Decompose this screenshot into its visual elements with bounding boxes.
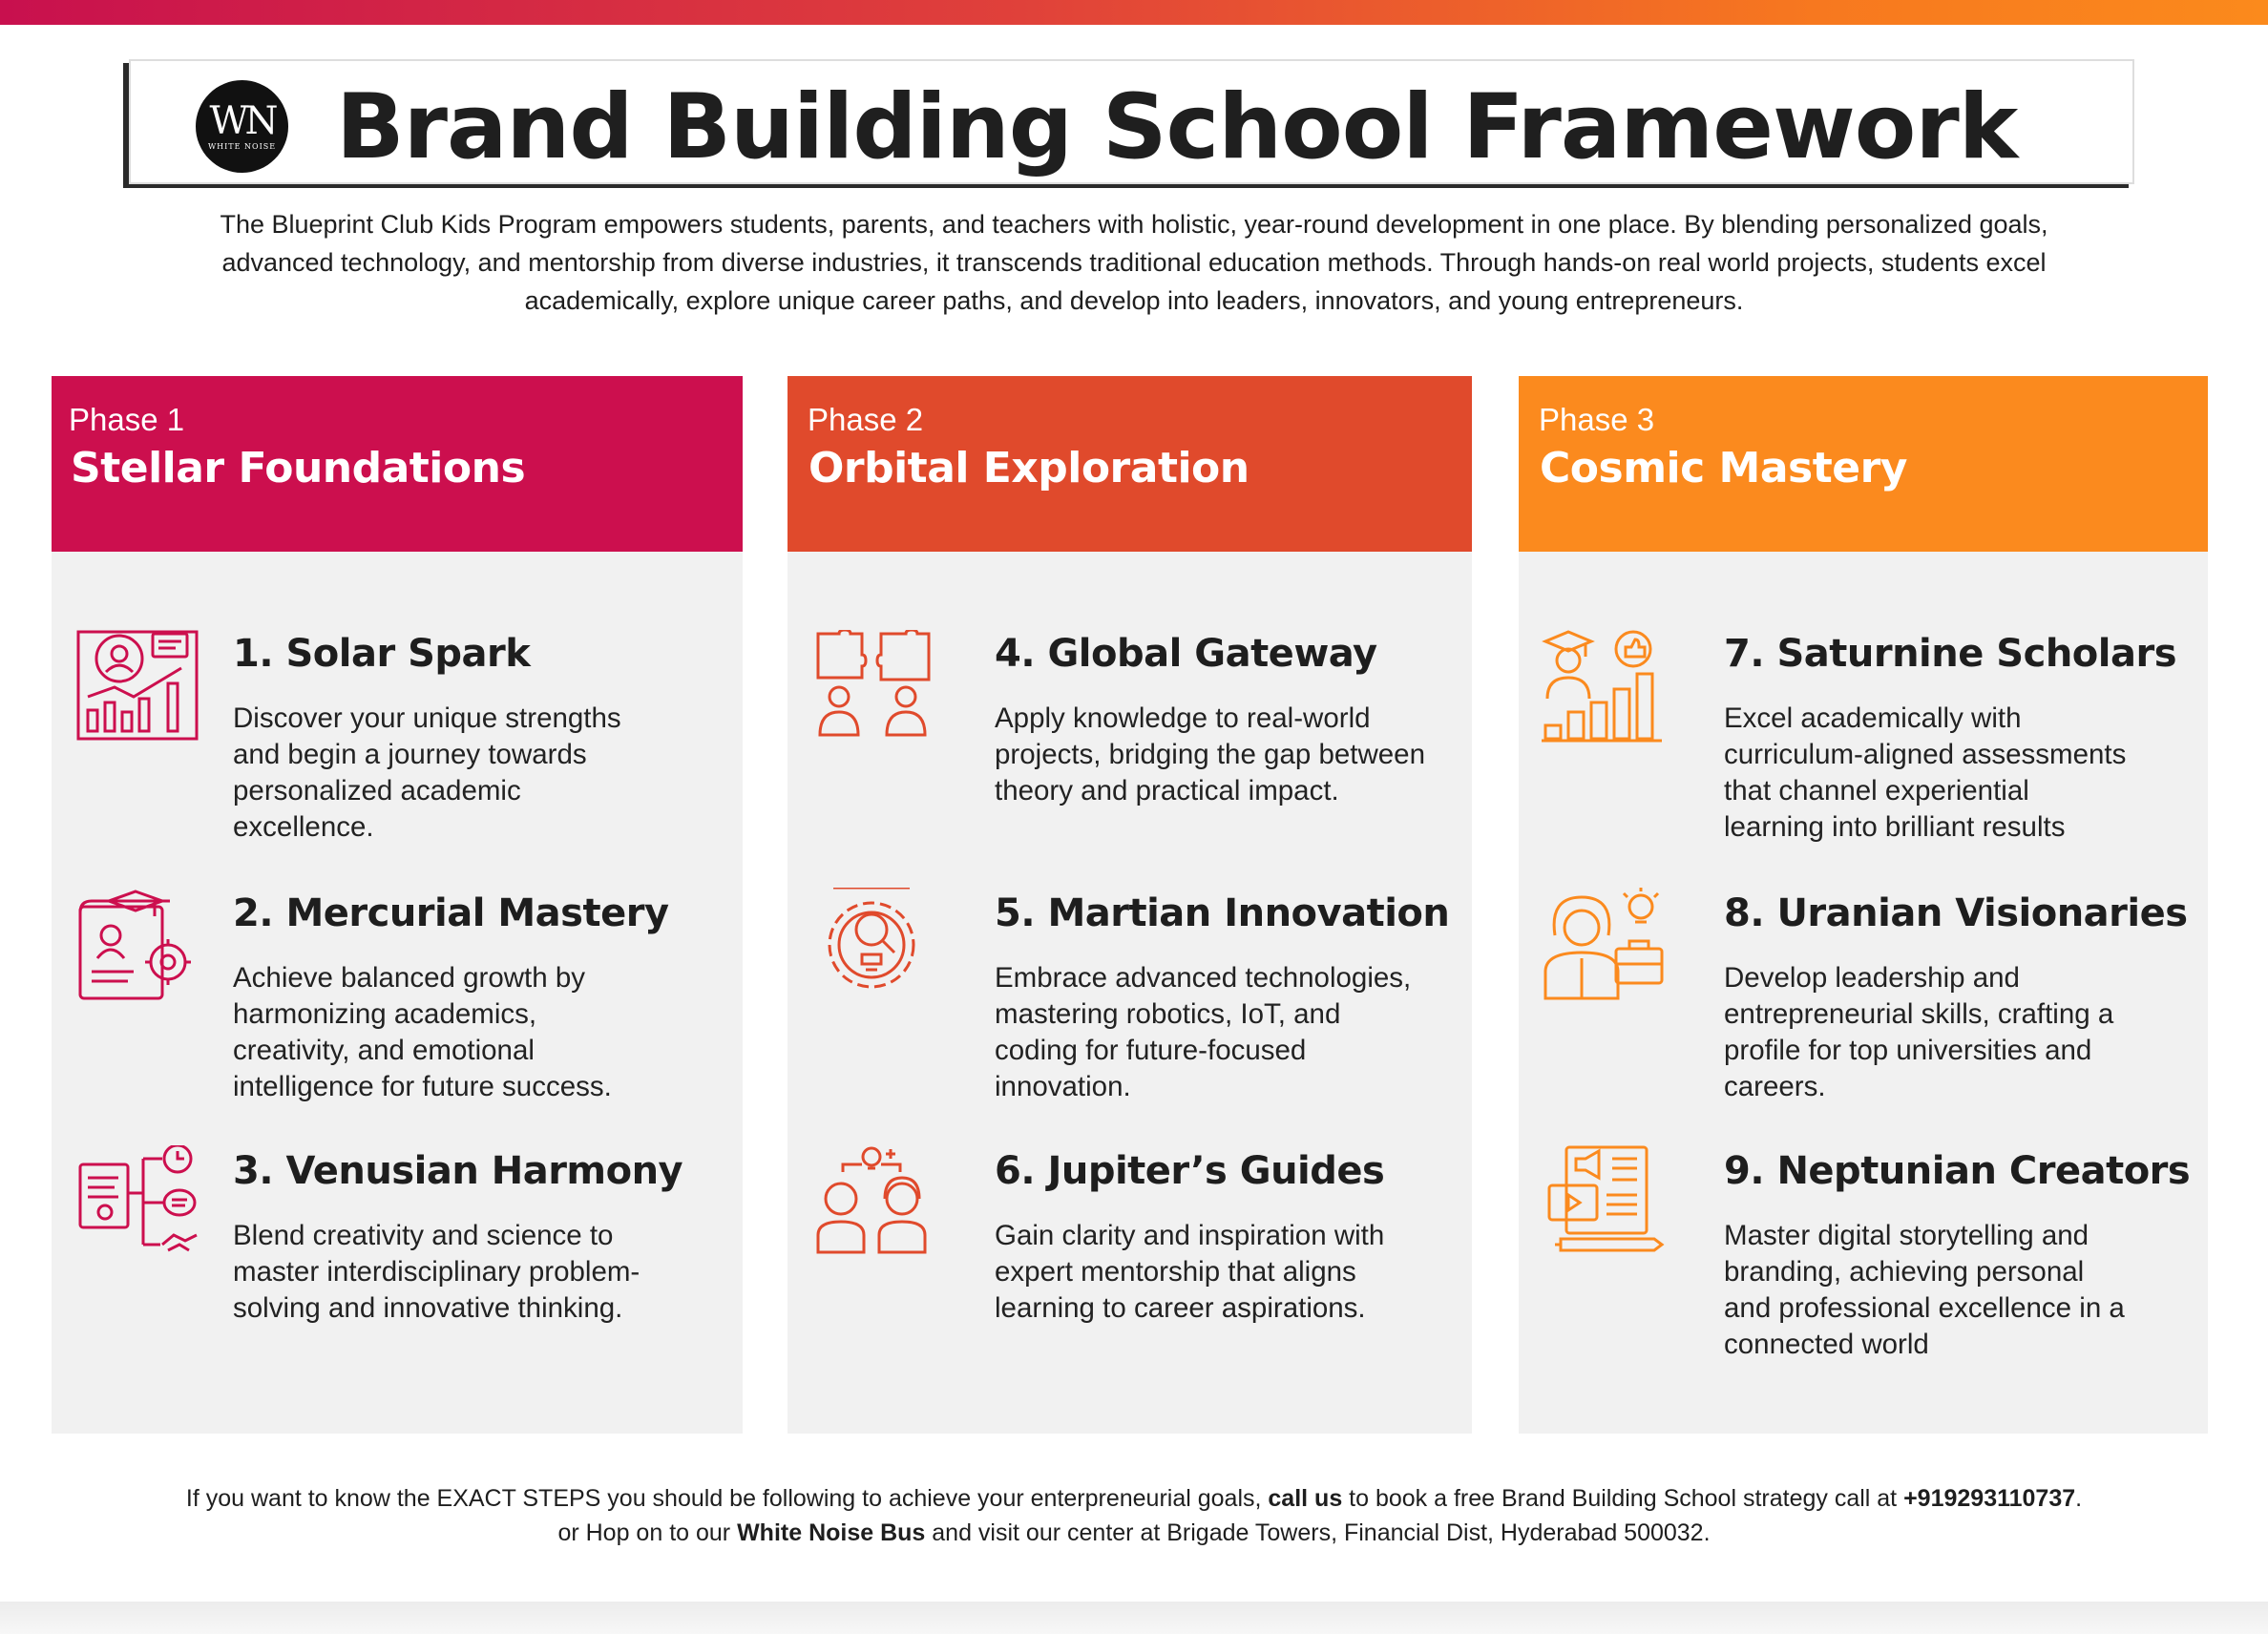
- footer-line-1: [0, 1481, 2268, 1516]
- item-description: [995, 701, 1425, 809]
- phone-number-link[interactable]: +919293110737: [1903, 1485, 2076, 1512]
- item-description: [233, 701, 621, 846]
- footer-text: or Hop on to our: [557, 1519, 738, 1546]
- page-title: Brand Building School Framework: [336, 75, 2018, 179]
- desc-line: Blend creativity and science to: [233, 1220, 614, 1251]
- phase-title: Stellar Foundations: [71, 444, 526, 492]
- item-description: [1724, 1218, 2125, 1363]
- desc-line: branding, achieving personal: [1724, 1256, 2085, 1288]
- workflow-handshake-icon: [76, 1145, 200, 1260]
- certificate-gear-icon: [76, 888, 200, 1002]
- phase-label: Phase 3: [1539, 402, 1655, 437]
- desc-line: excellence.: [233, 811, 374, 843]
- white-noise-logo: WN WHITE NOISE: [196, 80, 288, 173]
- desc-line: solving and innovative thinking.: [233, 1292, 623, 1324]
- desc-line: mastering robotics, IoT, and: [995, 998, 1341, 1030]
- item-description: [995, 960, 1411, 1105]
- phase-3-column: [1519, 376, 2208, 1434]
- desc-line: curriculum-aligned assessments: [1724, 739, 2127, 770]
- desc-line: Excel academically with: [1724, 702, 2022, 734]
- intro-paragraph: [134, 205, 2134, 320]
- item-title: 4. Global Gateway: [995, 632, 1377, 676]
- phase-3-header: [1519, 376, 2208, 552]
- digital-media-icon: [1542, 1145, 1666, 1260]
- desc-line: learning into brilliant results: [1724, 811, 2066, 843]
- phase-1-header: [52, 376, 743, 552]
- desc-line: Discover your unique strengths: [233, 702, 621, 734]
- item-description: [995, 1218, 1384, 1327]
- phase-label: Phase 2: [808, 402, 924, 437]
- footer-text: and visit our center at Brigade Towers, Financial Dist, Hyderabad 500032.: [925, 1519, 1711, 1546]
- phase-1-column: [52, 376, 743, 1434]
- desc-line: careers.: [1724, 1071, 1826, 1102]
- item-title: 2. Mercurial Mastery: [233, 891, 669, 935]
- phase-2-header: [788, 376, 1472, 552]
- desc-line: Embrace advanced technologies,: [995, 962, 1412, 994]
- item-description: [233, 960, 612, 1105]
- desc-line: creativity, and emotional: [233, 1035, 535, 1066]
- top-gradient-bar: [0, 0, 2268, 25]
- desc-line: personalized academic: [233, 775, 521, 807]
- item-description: [1724, 701, 2126, 846]
- phase-label: Phase 1: [69, 402, 185, 437]
- desc-line: master interdisciplinary problem-: [233, 1256, 640, 1288]
- item-title: 9. Neptunian Creators: [1724, 1149, 2191, 1193]
- desc-line: projects, bridging the gap between: [995, 739, 1425, 770]
- desc-line: and professional excellence in a: [1724, 1292, 2125, 1324]
- desc-line: harmonizing academics,: [233, 998, 537, 1030]
- desc-line: Apply knowledge to real-world: [995, 702, 1371, 734]
- graduate-chart-icon: [1542, 630, 1666, 744]
- item-title: 8. Uranian Visionaries: [1724, 891, 2188, 935]
- bottom-shade: [0, 1602, 2268, 1634]
- desc-line: Gain clarity and inspiration with: [995, 1220, 1385, 1251]
- desc-line: that channel experiential: [1724, 775, 2029, 807]
- intro-line: academically, explore unique career paths, and develop into leaders, innovators, and young entrepreneurs.: [524, 286, 1744, 315]
- desc-line: Develop leadership and: [1724, 962, 2020, 994]
- desc-line: connected world: [1724, 1329, 1929, 1360]
- phase-title: Orbital Exploration: [808, 444, 1250, 492]
- desc-line: coding for future-focused: [995, 1035, 1307, 1066]
- growth-chart-profile-icon: [76, 630, 200, 744]
- item-description: [1724, 960, 2113, 1105]
- mentor-idea-icon: [814, 1145, 938, 1260]
- item-description: [233, 1218, 640, 1327]
- call-us-link[interactable]: call us: [1268, 1485, 1343, 1512]
- businesswoman-idea-icon: [1542, 888, 1666, 1002]
- desc-line: entrepreneurial skills, crafting a: [1724, 998, 2114, 1030]
- gear-lightbulb-icon: [814, 888, 938, 1002]
- item-title: 5. Martian Innovation: [995, 891, 1450, 935]
- item-title: 6. Jupiter’s Guides: [995, 1149, 1385, 1193]
- white-noise-bus-link[interactable]: White Noise Bus: [737, 1519, 926, 1546]
- footer-cta: [0, 1481, 2268, 1550]
- footer-text: to book a free Brand Building School strategy call at: [1342, 1485, 1904, 1512]
- desc-line: theory and practical impact.: [995, 775, 1339, 807]
- footer-text: If you want to know the EXACT STEPS you should be following to achieve your enterpreneurial goals,: [185, 1485, 1269, 1512]
- desc-line: and begin a journey towards: [233, 739, 587, 770]
- desc-line: profile for top universities and: [1724, 1035, 2092, 1066]
- desc-line: learning to career aspirations.: [995, 1292, 1366, 1324]
- intro-line: advanced technology, and mentorship from diverse industries, it transcends traditional education methods. Through hands-on real world projects, students excel: [221, 248, 2047, 277]
- item-title: 7. Saturnine Scholars: [1724, 632, 2177, 676]
- footer-line-2: [0, 1516, 2268, 1550]
- footer-text: .: [2075, 1485, 2083, 1512]
- phase-2-column: [788, 376, 1472, 1434]
- desc-line: expert mentorship that aligns: [995, 1256, 1356, 1288]
- item-title: 1. Solar Spark: [233, 632, 531, 676]
- item-title: 3. Venusian Harmony: [233, 1149, 683, 1193]
- desc-line: Master digital storytelling and: [1724, 1220, 2090, 1251]
- intro-line: The Blueprint Club Kids Program empowers students, parents, and teachers with holistic, year-round development in one place. By blending personalized goals,: [220, 210, 2048, 239]
- desc-line: Achieve balanced growth by: [233, 962, 585, 994]
- desc-line: intelligence for future success.: [233, 1071, 612, 1102]
- desc-line: innovation.: [995, 1071, 1131, 1102]
- puzzle-team-icon: [814, 630, 938, 744]
- phase-title: Cosmic Mastery: [1540, 444, 1907, 492]
